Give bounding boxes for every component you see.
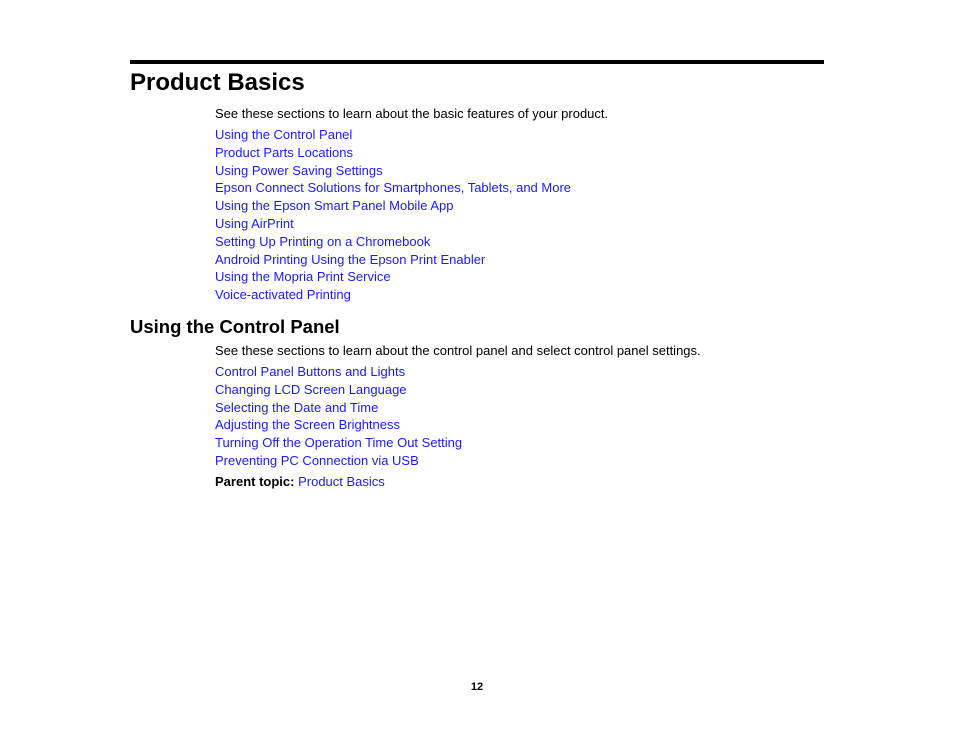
link-buttons-lights[interactable]: Control Panel Buttons and Lights [215,364,406,379]
link-chromebook[interactable]: Setting Up Printing on a Chromebook [215,233,431,249]
title-rule [130,60,824,64]
parent-topic [215,473,385,491]
link-date-time[interactable]: Selecting the Date and Time [215,399,379,415]
page-number: 12 [470,681,484,693]
link-android[interactable]: Android Printing Using the Epson Print Enabler [215,251,486,267]
link-power-saving[interactable]: Using Power Saving Settings [215,162,383,178]
link-parts-locations[interactable]: Product Parts Locations [215,144,354,160]
link-epson-connect[interactable]: Epson Connect Solutions for Smartphones, Tablets, and More [215,180,572,196]
topic-links [215,126,571,304]
link-airprint[interactable]: Using AirPrint [215,215,294,231]
intro-text: See these sections to learn about the basic features of your product. [215,106,609,121]
section-links [215,363,462,470]
link-voice[interactable]: Voice-activated Printing [215,287,351,303]
link-control-panel[interactable]: Using the Control Panel [215,127,353,142]
link-brightness[interactable]: Adjusting the Screen Brightness [215,417,400,433]
link-mopria[interactable]: Using the Mopria Print Service [215,269,391,285]
link-time-out[interactable]: Turning Off the Operation Time Out Setting [215,435,463,451]
parent-topic-label: Parent topic: [215,474,295,489]
section-title: Using the Control Panel [130,316,340,337]
link-pc-usb[interactable]: Preventing PC Connection via USB [215,452,419,468]
parent-topic-link[interactable]: Product Basics [298,474,385,489]
section-intro: See these sections to learn about the control panel and select control panel settings. [215,343,701,358]
page-title: Product Basics [130,69,305,96]
link-smart-panel[interactable]: Using the Epson Smart Panel Mobile App [215,198,454,214]
link-lcd-language[interactable]: Changing LCD Screen Language [215,381,407,397]
